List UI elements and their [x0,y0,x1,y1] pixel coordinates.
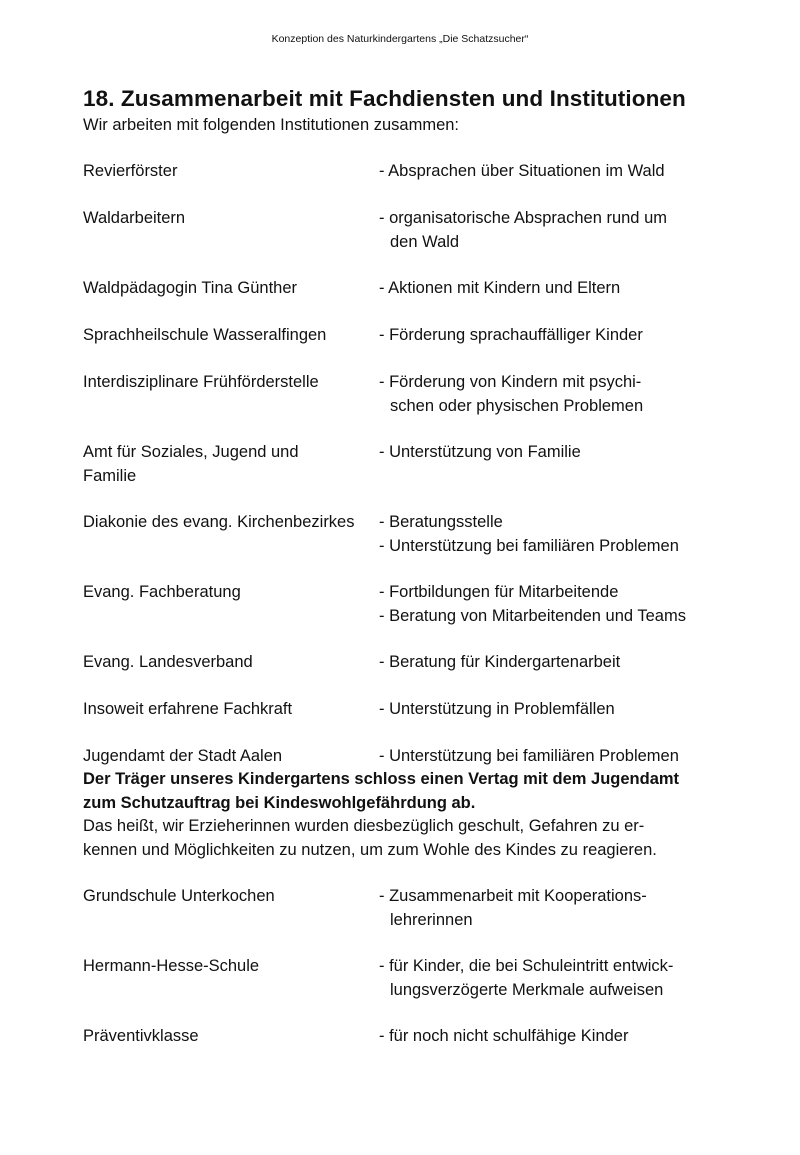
institution-name-line: Hermann-Hesse-Schule [83,957,260,975]
institution-name [83,207,373,231]
institution-name-line: Amt für Soziales, Jugend und [83,443,299,461]
description-line: - Unterstützung von Familie [379,443,581,461]
description-line: - Förderung sprachauffälliger Kinder [379,326,643,344]
intro-text: Wir arbeiten mit folgenden Institutionen zusammen: [83,116,460,134]
description-line: - Zusammenarbeit mit Kooperations- [379,887,647,905]
note-line: Das heißt, wir Erzieherinnen wurden diesbezüglich geschult, Gefahren zu er- [83,817,645,835]
institution-name-line: Revierförster [83,162,178,180]
institution-name-line: Waldpädagogin Tina Günther [83,279,298,297]
institution-name-line: Jugendamt der Stadt Aalen [83,747,283,765]
description-line: - für Kinder, die bei Schuleintritt entwick- [379,957,674,975]
cooperation-description [379,1025,779,1049]
description-line: - Unterstützung bei familiären Problemen [379,747,679,765]
institution-name-line: Insoweit erfahrene Fachkraft [83,700,293,718]
institution-name-line: Familie [83,466,137,485]
cooperation-description [379,885,779,932]
cooperation-description [379,955,779,1002]
cooperation-description [379,745,779,769]
institution-name [83,277,373,301]
institution-name-line: Evang. Fachberatung [83,583,241,601]
description-line: - für noch nicht schulfähige Kinder [379,1027,629,1045]
description-line: - Beratung für Kindergartenarbeit [379,653,621,671]
institution-name-line: Sprachheilschule Wasseralfingen [83,326,327,344]
institution-name [83,955,373,979]
cooperation-description [379,651,779,675]
institution-name [83,371,373,395]
institution-name [83,651,373,675]
cooperation-description [379,581,779,628]
institution-name-line: Grundschule Unterkochen [83,887,275,905]
description-line: - Förderung von Kindern mit psychi- [379,373,642,391]
institution-name [83,511,373,535]
note-paragraph [83,815,763,862]
institution-name [83,745,373,769]
institution-name [83,324,373,348]
institution-name-line: Präventivklasse [83,1027,199,1045]
description-line: - organisatorische Absprachen rund um [379,209,667,227]
bold-note-line: Der Träger unseres Kindergartens schloss einen Vertag mit dem Jugendamt [83,770,680,788]
cooperation-description [379,207,779,254]
description-line: lungsverzögerte Merkmale aufweisen [390,980,664,999]
institution-name [83,885,373,909]
bold-note [83,768,763,815]
note-line: kennen und Möglichkeiten zu nutzen, um zum Wohle des Kindes zu reagieren. [83,840,657,859]
cooperation-description [379,324,779,348]
institution-name [83,698,373,722]
description-line: - Aktionen mit Kindern und Eltern [379,279,621,297]
cooperation-description [379,511,779,558]
description-line: den Wald [390,232,460,251]
cooperation-description [379,371,779,418]
institution-name-line: Diakonie des evang. Kirchenbezirkes [83,513,355,531]
description-line: - Unterstützung in Problemfällen [379,700,615,718]
section-title: 18. Zusammenarbeit mit Fachdiensten und Institutionen [83,86,686,111]
page-header: Konzeption des Naturkindergartens „Die Schatzsucher“ [271,33,529,45]
institution-name [83,441,373,488]
cooperation-description [379,160,779,184]
description-line: lehrerinnen [390,910,473,929]
description-line: - Absprachen über Situationen im Wald [379,162,665,180]
institution-name-line: Interdisziplinare Frühförderstelle [83,373,319,391]
description-line: - Beratungsstelle [379,513,503,531]
cooperation-description [379,277,779,301]
cooperation-description [379,698,779,722]
bold-note-line: zum Schutzauftrag bei Kindeswohlgefährdung ab. [83,793,476,812]
description-line: schen oder physischen Problemen [390,396,644,415]
institution-name [83,581,373,605]
description-line: - Unterstützung bei familiären Problemen [379,536,679,555]
institution-name [83,160,373,184]
description-line: - Fortbildungen für Mitarbeitende [379,583,619,601]
institution-name-line: Waldarbeitern [83,209,186,227]
institution-name-line: Evang. Landesverband [83,653,253,671]
institution-name [83,1025,373,1049]
cooperation-description [379,441,779,465]
description-line: - Beratung von Mitarbeitenden und Teams [379,606,686,625]
